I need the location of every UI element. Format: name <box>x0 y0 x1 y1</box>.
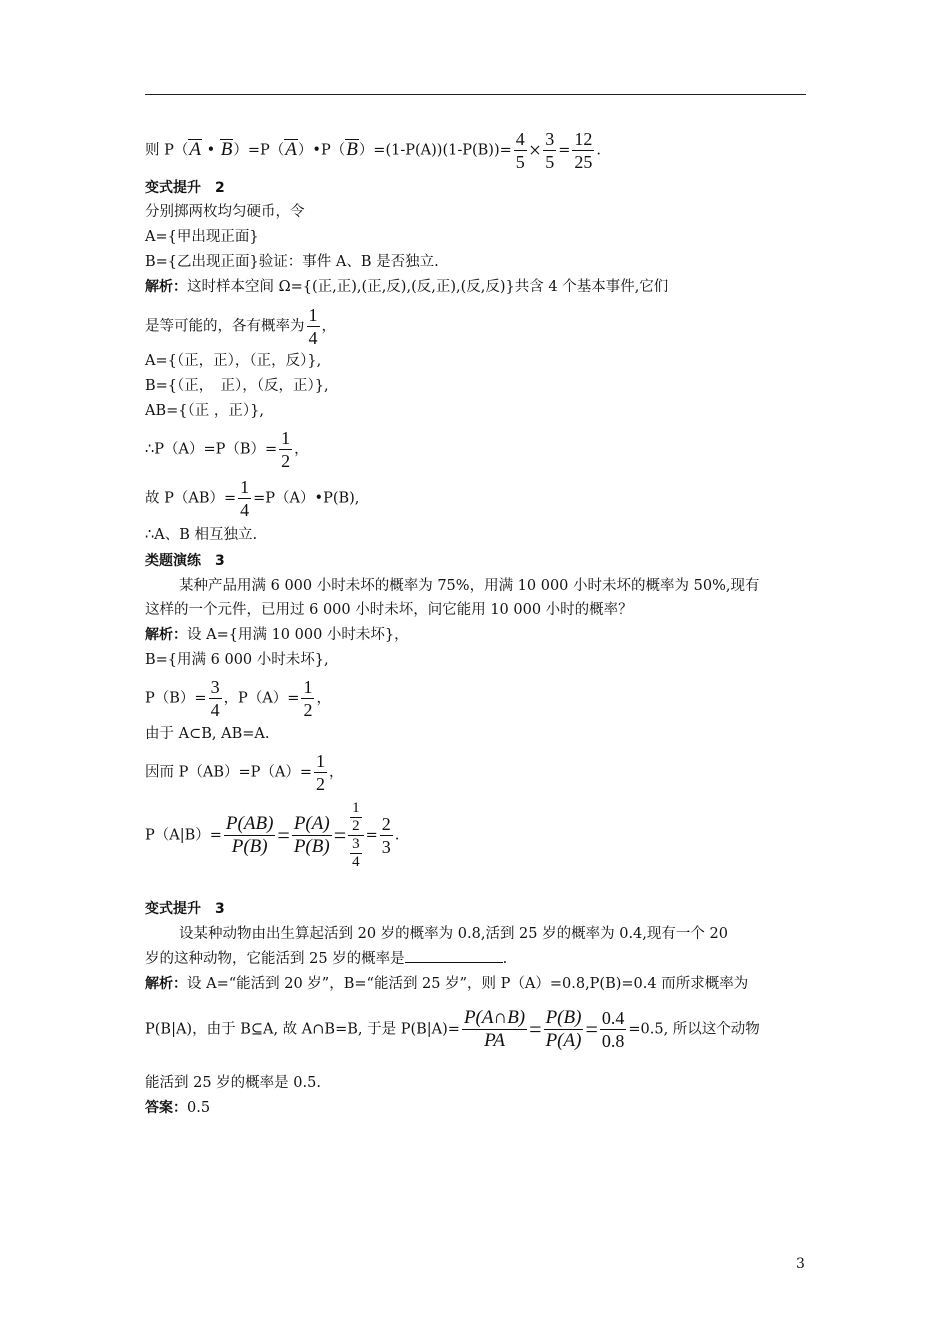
page-number: 3 <box>796 1256 805 1272</box>
paragraph: B={（正， 正），（反，正）}, <box>145 378 329 394</box>
text: 这时样本空间 Ω={(正,正),(正,反),(反,正),(反,反)}共含 4 个基本事件,它们 <box>187 279 669 295</box>
text: ）=P（ <box>233 142 285 159</box>
fraction: $\frac{2}{3}$ <box>381 814 391 857</box>
paragraph: 分别掷两枚均匀硬币，令 <box>145 204 305 220</box>
header-rule <box>145 94 806 95</box>
analysis-line <box>145 974 748 994</box>
paragraph: B={乙出现正面}验证：事件 A、B 是否独立. <box>145 254 439 270</box>
equals-sign: = <box>277 822 290 848</box>
fraction: $\frac{P(A\cap B)}{PA}$ <box>463 1007 526 1051</box>
equals-sign: = <box>585 1016 598 1042</box>
analysis-label: 解析： <box>145 279 187 295</box>
overline-b-2: B <box>346 138 358 160</box>
heading-variant-2: 变式提升 2 <box>145 180 225 196</box>
overline-a-2: A <box>285 138 297 160</box>
text: 故 P（AB）= <box>145 490 237 507</box>
text: ，P（A）= <box>223 690 300 707</box>
fraction: $\frac{3}{5}$ <box>545 129 555 172</box>
text: ）•P（ <box>297 142 346 159</box>
answer-label: 答案： <box>145 1100 187 1116</box>
paragraph: 设某种动物由出生算起活到 20 岁的概率为 0.8,活到 25 岁的概率为 0.4,现有一个 20 <box>179 926 728 942</box>
formula-conditional <box>145 800 399 871</box>
text: = <box>558 142 571 159</box>
text: 岁的这种动物，它能活到 25 岁的概率是 <box>145 951 405 967</box>
paragraph: ∴A、B 相互独立. <box>145 527 258 543</box>
answer-line <box>145 1098 210 1118</box>
paragraph-with-fraction <box>145 476 359 521</box>
heading-variant-3: 变式提升 3 <box>145 901 225 917</box>
text: 则 P（ <box>145 142 189 159</box>
paragraph: 这样的一个元件，已用过 6 000 小时未坏，问它能用 10 000 小时的概率？ <box>145 602 633 618</box>
paragraph: 由于 A⊂B, AB=A. <box>145 726 270 742</box>
text: 设 A={用满 10 000 小时未坏}， <box>187 627 409 643</box>
fraction: $\frac{1}{4}$ <box>240 477 250 520</box>
fraction: $\frac{1}{2}$ <box>281 428 291 471</box>
text: 0.5 <box>187 1100 211 1116</box>
formula-line-24 <box>145 1007 760 1052</box>
text: =0.5, 所以这个动物 <box>628 1021 760 1038</box>
analysis-line <box>145 277 668 297</box>
fraction: $\frac{3}{4}$ <box>210 677 220 720</box>
paragraph-with-fraction <box>145 427 309 472</box>
paragraph-with-fraction <box>145 304 336 349</box>
heading-practice-3: 类题演练 3 <box>145 553 225 569</box>
paragraph-with-fractions <box>145 676 331 721</box>
text: 因而 P（AB）=P（A）= <box>145 764 313 781</box>
fraction: $\frac{12}{25}$ <box>574 129 593 172</box>
text: ， <box>294 441 309 458</box>
text: ， <box>329 764 344 781</box>
analysis-line <box>145 625 409 645</box>
fraction: $\frac{0.4}{0.8}$ <box>601 1008 625 1051</box>
paragraph: 某种产品用满 6 000 小时未坏的概率为 75%，用满 10 000 小时未坏的概率为 50%,现有 <box>179 578 760 594</box>
text: P（B）= <box>145 690 207 707</box>
text: P（A|B）= <box>145 827 222 844</box>
paragraph: AB={（正 ，正）}, <box>145 403 264 419</box>
analysis-label: 解析： <box>145 627 187 643</box>
text: . <box>596 142 601 159</box>
paragraph-with-blank <box>145 948 507 969</box>
fraction: $\frac{1}{4}$ <box>308 305 318 348</box>
text: ）=(1-P(A))(1-P(B))= <box>358 142 512 159</box>
fraction: $\frac{P(A)}{P(B)}$ <box>293 813 330 857</box>
fraction: $\frac{1}{2}$ <box>316 751 326 794</box>
paragraph: A={（正，正），（正，反）}, <box>145 353 322 369</box>
text: . <box>502 951 508 967</box>
text: 设 A=“能活到 20 岁”，B=“能活到 25 岁”，则 P（A）=0.8,P(B)=0.4 而所求概率为 <box>187 976 749 992</box>
equals-sign: = <box>529 1016 542 1042</box>
formula-line-1 <box>145 128 601 173</box>
equals-sign: = <box>333 822 347 848</box>
compound-fraction: $\frac{\frac{1}{2}}{\frac{3}{4}}$ <box>348 800 364 871</box>
times-sign: × <box>528 137 542 163</box>
text: ， <box>316 690 331 707</box>
text: P(B|A)，由于 B⊆A, 故 A∩B=B, 于是 P(B|A)= <box>145 1021 460 1038</box>
paragraph: 能活到 25 岁的概率是 0.5. <box>145 1075 321 1091</box>
text: . <box>394 827 400 844</box>
fraction: $\frac{1}{2}$ <box>303 677 313 720</box>
fraction: $\frac{P(B)}{P(A)}$ <box>545 1007 582 1051</box>
fraction: $\frac{4}{5}$ <box>515 129 525 172</box>
overline-a: A <box>189 138 201 160</box>
fraction: $\frac{P(AB)}{P(B)}$ <box>225 813 274 857</box>
text: 是等可能的，各有概率为 <box>145 318 305 335</box>
text: ， <box>321 318 336 335</box>
paragraph-with-fraction <box>145 750 344 795</box>
answer-blank <box>405 948 503 963</box>
text: =P（A）•P(B), <box>253 490 360 507</box>
text: • <box>206 142 216 159</box>
overline-b: B <box>220 138 233 160</box>
text: ∴P（A）=P（B）= <box>145 441 278 458</box>
paragraph: A={甲出现正面} <box>145 229 259 245</box>
paragraph: B={用满 6 000 小时未坏}, <box>145 652 329 668</box>
analysis-label: 解析： <box>145 976 187 992</box>
text: = <box>365 827 378 844</box>
